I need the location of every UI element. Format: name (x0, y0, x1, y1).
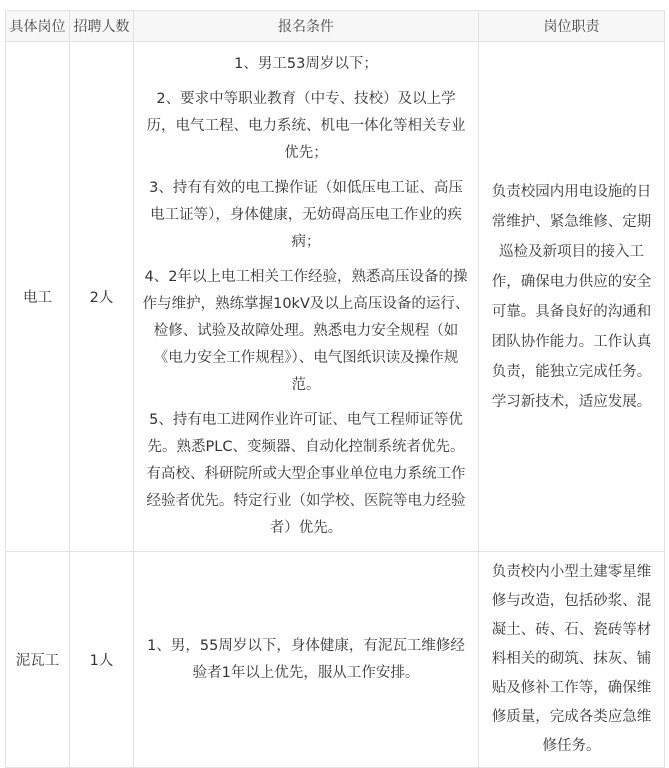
header-duties: 岗位职责 (479, 11, 665, 42)
requirements-list (134, 49, 478, 544)
requirement-item: 2、要求中等职业教育（中专、技校）及以上学历，电气工程、电力系统、机电一体化等相关专业优先； (146, 91, 466, 161)
count-cell: 1人 (70, 552, 134, 768)
duties-cell (479, 42, 665, 552)
duties-cell (479, 552, 665, 768)
table-row-electrician (6, 42, 665, 552)
requirement-item: 4、2年以上电工相关工作经验，熟悉高压设备的操作与维护，熟练掌握10kV及以上高压设备的运行、检修、试验及故障处理。熟悉电力安全规程（如《电力安全工作规程》）、电气图纸识读及操作规范。 (142, 269, 470, 393)
table-row-mason (6, 552, 665, 768)
requirement-item: 3、持有有效的电工操作证（如低压电工证、高压电工证等），身体健康，无妨碍高压电工作业的疾病； (149, 180, 463, 250)
recruitment-table (5, 10, 665, 768)
header-count: 招聘人数 (70, 11, 134, 42)
requirements-cell (134, 42, 479, 552)
requirement-item: 1、男，55周岁以下，身体健康，有泥瓦工维修经验者1年以上优先，服从工作安排。 (147, 637, 465, 681)
position-cell: 泥瓦工 (6, 552, 70, 768)
requirement-item: 1、男工53周岁以下； (234, 56, 378, 72)
requirements-list (134, 631, 478, 689)
position-cell: 电工 (6, 42, 70, 552)
requirement-item: 5、持有电工进网作业许可证、电气工程师证等优先。熟悉PLC、变频器、自动化控制系统者优先。有高校、科研院所或大型企事业单位电力系统工作经验者优先。特定行业（如学校、医院等电力经验者）优先。 (146, 412, 466, 536)
count-cell: 2人 (70, 42, 134, 552)
header-requirements: 报名条件 (134, 11, 479, 42)
table-header-row (6, 11, 665, 42)
duties-text: 负责校园内用电设施的日常维护、紧急维修、定期巡检及新项目的接入工作，确保电力供应的安全可靠。具备良好的沟通和团队协作能力。工作认真负责，能独立完成任务。学习新技术，适应发展。 (491, 183, 652, 410)
header-position: 具体岗位 (6, 11, 70, 42)
requirements-cell (134, 552, 479, 768)
duties-text: 负责校内小型土建零星维修与改造，包括砂浆、混凝土、砖、石、瓷砖等材料相关的砌筑、抹灰、铺贴及修补工作等，确保维修质量，完成各类应急维修任务。 (491, 564, 652, 754)
